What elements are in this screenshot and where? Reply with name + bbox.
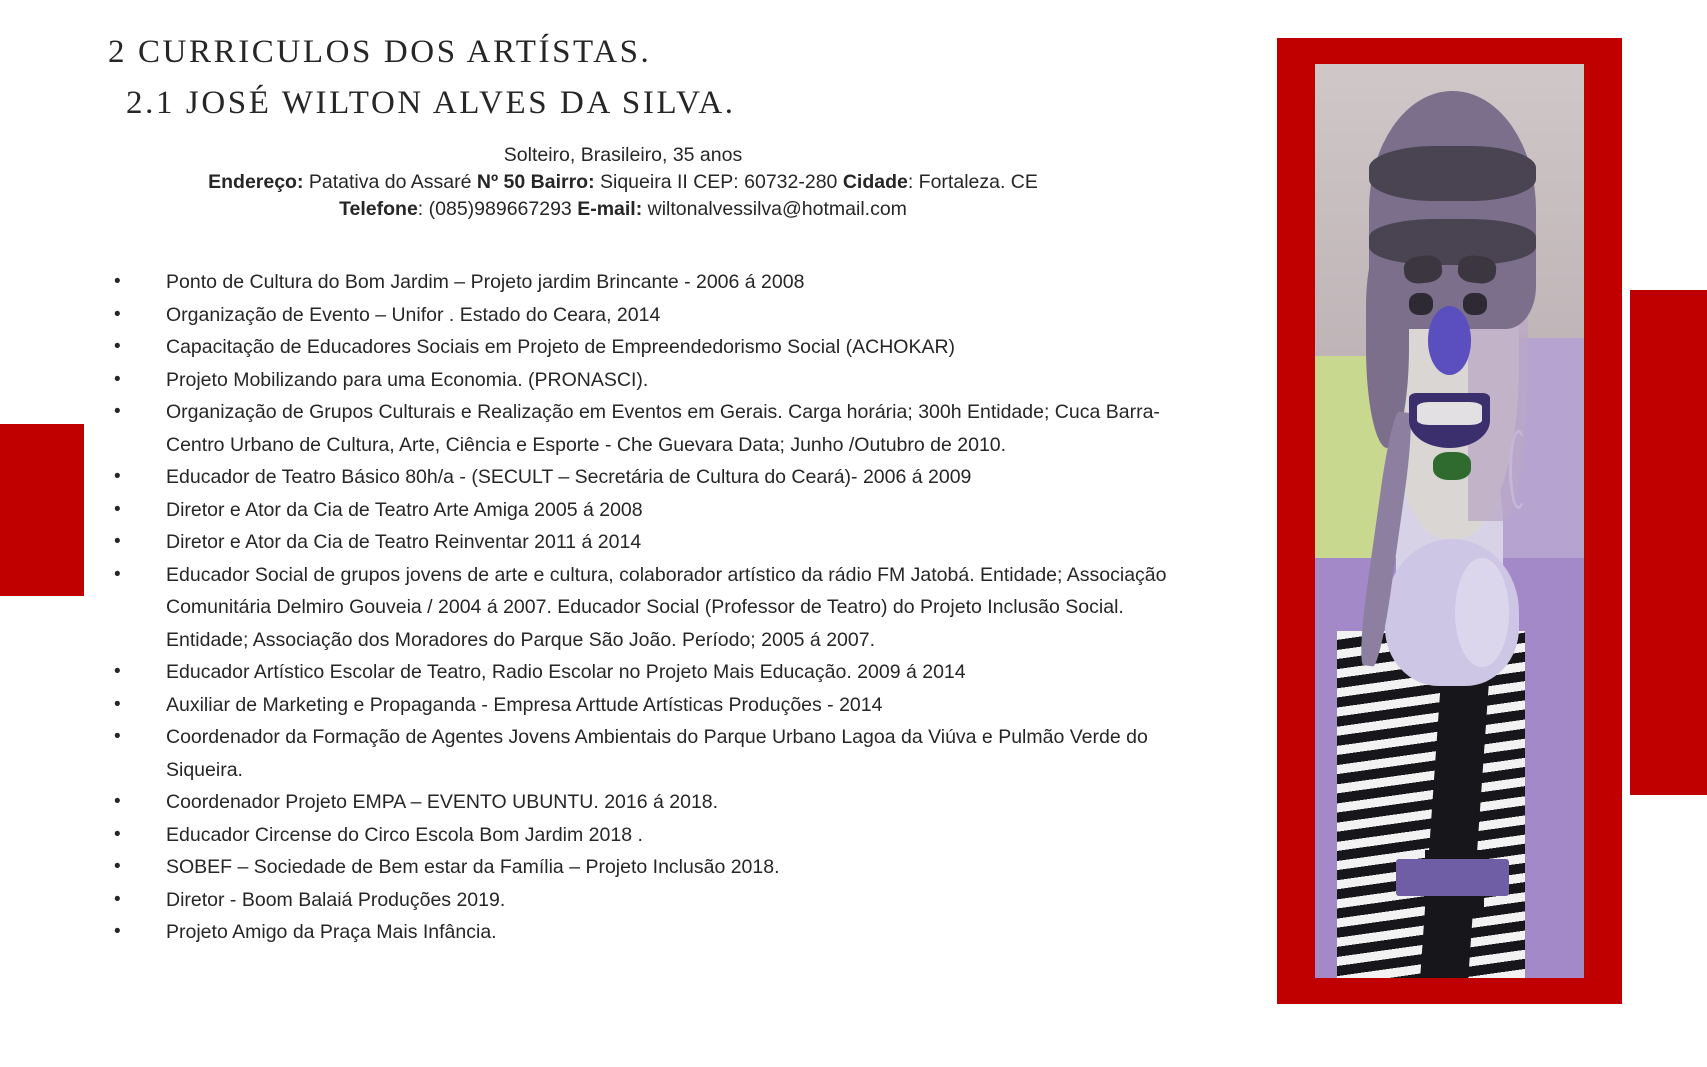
list-item-text: SOBEF – Sociedade de Bem estar da Família – Projeto Inclusão 2018.: [166, 856, 780, 878]
bullet-icon: •: [114, 888, 121, 910]
title-heading-sub: 2.1 JOSÉ WILTON ALVES DA SILVA.: [126, 85, 736, 121]
bullet-icon: •: [114, 921, 121, 942]
neighborhood-value: Siqueira II CEP: 60732-280: [594, 171, 843, 193]
list-item: [108, 461, 1198, 494]
photo-belt: [1396, 859, 1509, 896]
title-heading-main: 2 CURRICULOS DOS ARTÍSTAS.: [108, 34, 652, 70]
photo-hat-stripe: [1369, 146, 1536, 201]
list-item: [108, 819, 1198, 852]
list-item: [108, 916, 1198, 949]
list-item: [108, 266, 1198, 299]
list-item: [108, 721, 1198, 786]
list-item: [108, 299, 1198, 332]
personal-info-marital-line: [108, 142, 1138, 169]
list-item: [108, 656, 1198, 689]
bullet-icon: •: [114, 823, 121, 845]
list-item: [108, 559, 1198, 657]
photo-frame: [1277, 38, 1622, 1004]
bullet-icon: •: [114, 401, 121, 422]
decorative-red-block-left: [0, 424, 84, 596]
list-item: [108, 851, 1198, 884]
bullet-icon: •: [114, 368, 121, 390]
personal-info-address-line: [108, 169, 1138, 196]
list-item-text: Diretor e Ator da Cia de Teatro Reinventar 2011 á 2014: [166, 531, 642, 553]
personal-info-block: [108, 142, 1138, 223]
bullet-icon: •: [114, 856, 121, 877]
clown-portrait-photo: [1315, 64, 1584, 978]
email-label: E-mail:: [577, 198, 643, 220]
address-label: Endereço:: [208, 171, 304, 193]
bullet-icon: •: [114, 336, 121, 357]
bullet-icon: •: [114, 563, 121, 585]
photo-eye-left: [1409, 293, 1433, 316]
photo-teeth: [1417, 402, 1482, 425]
list-item-text: Coordenador da Formação de Agentes Jovens Ambientais do Parque Urbano Lagoa da Viúva e Pulmão Verde do Siqueira.: [166, 726, 1148, 781]
list-item-text: Capacitação de Educadores Sociais em Projeto de Empreendedorismo Social (ACHOKAR): [166, 336, 956, 358]
list-item: [108, 494, 1198, 527]
list-item-text: Organização de Evento – Unifor . Estado do Ceara, 2014: [166, 303, 661, 326]
neighborhood-label: Nº 50 Bairro:: [476, 171, 595, 193]
photo-knit-hat: [1369, 91, 1536, 329]
list-item-text: Ponto de Cultura do Bom Jardim – Projeto jardim Brincante - 2006 á 2008: [166, 271, 805, 293]
address-value: Patativa do Assaré: [303, 171, 477, 193]
list-item-text: Projeto Amigo da Praça Mais Infância.: [166, 921, 497, 943]
bullet-icon: •: [114, 303, 121, 325]
photo-clown-nose: [1428, 306, 1471, 375]
city-value: : Fortaleza. CE: [907, 171, 1038, 193]
list-item: [108, 526, 1198, 559]
bullet-icon: •: [114, 726, 121, 747]
list-item: [108, 331, 1198, 364]
photo-chin-paint: [1433, 452, 1471, 479]
phone-value: : (085)989667293: [417, 198, 578, 220]
list-item-text: Educador Social de grupos jovens de arte e cultura, colaborador artístico da rádio FM Jatobá. Entidade; Associação Comunitária Delmiro Gouveia / 2004 á 2007. Educador Social (Professor de Teatro) do Projeto Inclusão Social. Entidade; Associação dos Moradores do Parque São João. Período; 2005 á 2007.: [166, 563, 1167, 651]
list-item-text: Projeto Mobilizando para uma Economia. (PRONASCI).: [166, 368, 649, 391]
personal-info-marital-text: Solteiro, Brasileiro, 35 anos: [503, 144, 743, 166]
bullet-icon: •: [114, 271, 121, 292]
list-item-text: Educador Artístico Escolar de Teatro, Radio Escolar no Projeto Mais Educação. 2009 á 2014: [166, 661, 966, 683]
list-item-text: Educador Circense do Circo Escola Bom Jardim 2018 .: [166, 823, 643, 846]
email-value: wiltonalvessilva@hotmail.com: [642, 198, 907, 220]
list-item: [108, 689, 1198, 722]
decorative-red-block-right: [1630, 290, 1707, 795]
list-item-text: Coordenador Projeto EMPA – EVENTO UBUNTU. 2016 á 2018.: [166, 791, 719, 813]
list-item: [108, 786, 1198, 819]
photo-background-hook: [1509, 430, 1528, 509]
photo-scarf-knot: [1455, 558, 1509, 668]
bullet-icon: •: [114, 531, 121, 552]
list-item-text: Auxiliar de Marketing e Propaganda - Empresa Arttude Artísticas Produções - 2014: [166, 693, 883, 716]
city-label: Cidade: [842, 171, 908, 193]
photo-hat-stripe-second: [1369, 219, 1536, 265]
phone-label: Telefone: [339, 198, 418, 220]
bullet-icon: •: [114, 498, 121, 520]
list-item-text: Organização de Grupos Culturais e Realização em Eventos em Gerais. Carga horária; 300h Entidade; Cuca Barra- Centro Urbano de Cultura, Arte, Ciência e Esporte - Che Guevara Data; Junho /Outubro de 2010.: [166, 401, 1160, 456]
list-item-text: Educador de Teatro Básico 80h/a - (SECULT – Secretária de Cultura do Ceará)- 2006 á 2009: [166, 466, 972, 488]
bullet-icon: •: [114, 693, 121, 715]
curriculum-list: [108, 266, 1198, 949]
personal-info-contact-line: [108, 196, 1138, 223]
list-item: [108, 396, 1198, 461]
list-item-text: Diretor e Ator da Cia de Teatro Arte Amiga 2005 á 2008: [166, 498, 643, 521]
list-item: [108, 364, 1198, 397]
photo-eye-right: [1463, 293, 1487, 316]
bullet-icon: •: [114, 466, 121, 487]
bullet-icon: •: [114, 661, 121, 682]
list-item-text: Diretor - Boom Balaiá Produções 2019.: [166, 888, 506, 911]
page-title: [108, 34, 1178, 122]
bullet-icon: •: [114, 791, 121, 812]
list-item: [108, 884, 1198, 917]
